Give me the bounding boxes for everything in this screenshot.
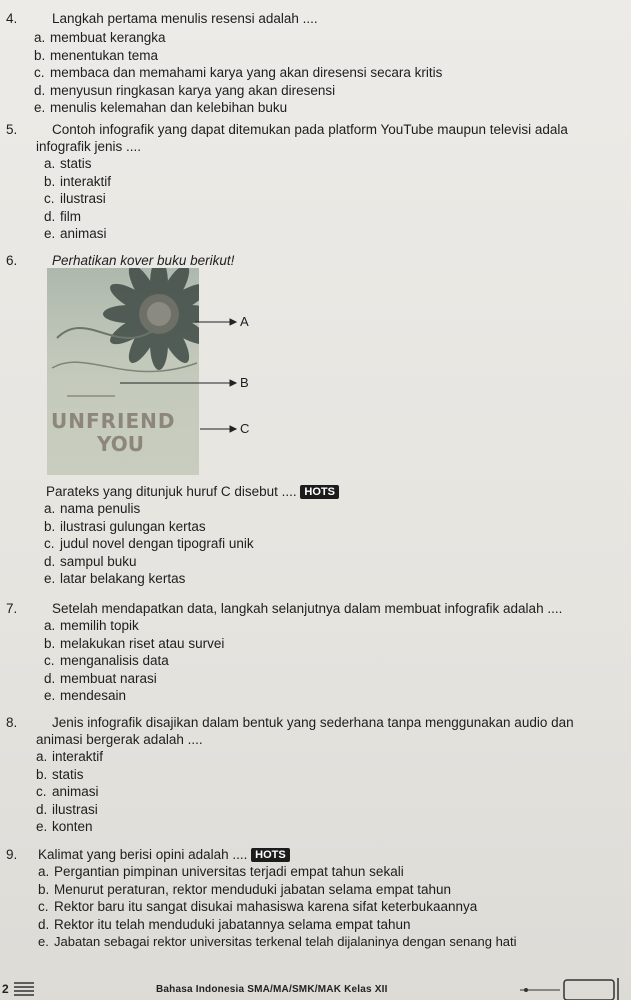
question-6-continued [6, 483, 627, 588]
option-c: c. animasi [36, 784, 99, 800]
option-e: e. animasi [44, 226, 107, 242]
option-b: b. interaktif [44, 173, 112, 189]
option-a: a. Pergantian pimpinan universitas terjadi empat tahun sekali [38, 864, 404, 879]
option-c: c. Rektor baru itu sangat disukai mahasiswa karena sifat keterbukaannya [38, 899, 478, 915]
option-e: e. menulis kelemahan dan kelebihan buku [34, 100, 288, 116]
question-text: Kalimat yang berisi opini adalah .... HOTS [38, 846, 627, 863]
option-d: d. sampul buku [44, 553, 137, 569]
option-b: b. ilustrasi gulungan kertas [44, 518, 206, 534]
option-c: c. menganalisis data [44, 653, 169, 669]
option-e: e. konten [36, 819, 93, 835]
option-c: c. membaca dan memahami karya yang akan diresensi secara kritis [34, 65, 443, 81]
option-list [36, 748, 627, 836]
option-list [38, 863, 627, 951]
option-c: c. judul novel dengan tipografi unik [44, 536, 254, 552]
option-e: e. latar belakang kertas [44, 571, 186, 587]
question-text: Perhatikan kover buku berikut! [52, 253, 235, 268]
stripes-icon [14, 980, 34, 998]
question-number: 5. [6, 122, 18, 137]
question-text-continued: animasi bergerak adalah .... [36, 732, 203, 747]
option-b: b. melakukan riset atau survei [44, 635, 225, 651]
option-a: a. membuat kerangka [34, 30, 166, 45]
option-a: a. memilih topik [44, 618, 139, 633]
option-b: b. statis [36, 766, 84, 782]
question-text: Setelah mendapatkan data, langkah selanjutnya dalam membuat infografik adalah .... [52, 601, 563, 616]
option-e: e. Jabatan sebagai rektor universitas terkenal telah dijalaninya dengan senang hati [38, 934, 517, 950]
option-a: a. nama penulis [44, 501, 141, 516]
hots-badge: HOTS [251, 848, 290, 862]
hots-badge: HOTS [300, 485, 339, 499]
option-d: d. membuat narasi [44, 670, 157, 686]
question-number: 9. [6, 847, 18, 862]
option-a: a. statis [44, 156, 92, 171]
option-b: b. menentukan tema [34, 47, 159, 63]
label-b: B [240, 375, 249, 390]
option-d: d. Rektor itu telah menduduki jabatannya selama empat tahun [38, 916, 411, 932]
option-a: a. interaktif [36, 749, 104, 764]
page-number: 2 [2, 982, 9, 996]
question-text-continued: infografik jenis .... [36, 139, 142, 154]
question-number: 6. [6, 253, 18, 268]
question-8 [6, 714, 627, 836]
option-c: c. ilustrasi [44, 191, 106, 207]
question-text: Contoh infografik yang dapat ditemukan pada platform YouTube maupun televisi adala [52, 122, 568, 137]
question-7 [6, 600, 627, 705]
option-d: d. film [44, 208, 81, 224]
option-b: b. Menurut peraturan, rektor menduduki jabatan selama empat tahun [38, 881, 451, 897]
cover-title-line1: UNFRIEND [51, 409, 176, 433]
question-number: 4. [6, 11, 18, 26]
question-number: 8. [6, 715, 18, 730]
page-footer [0, 978, 631, 1000]
footer-text: Bahasa Indonesia SMA/MA/SMK/MAK Kelas XII [156, 984, 388, 995]
option-e: e. mendesain [44, 688, 127, 704]
question-number: 7. [6, 601, 18, 616]
question-text: Langkah pertama menulis resensi adalah .... [52, 11, 318, 26]
label-a: A [240, 314, 249, 329]
question-9 [6, 846, 627, 951]
option-d: d. ilustrasi [36, 801, 98, 817]
option-d: d. menyusun ringkasan karya yang akan diresensi [34, 82, 336, 98]
question-text: Jenis infografik disajikan dalam bentuk yang sederhana tanpa menggunakan audio dan [52, 715, 574, 730]
label-c: C [240, 421, 250, 436]
cover-title-line2: YOU [97, 432, 145, 456]
option-list [44, 500, 627, 588]
question-text: Parateks yang ditunjuk huruf C disebut .... HOTS [46, 483, 627, 500]
option-list [44, 617, 627, 705]
decorative-box-icon [520, 978, 631, 1000]
